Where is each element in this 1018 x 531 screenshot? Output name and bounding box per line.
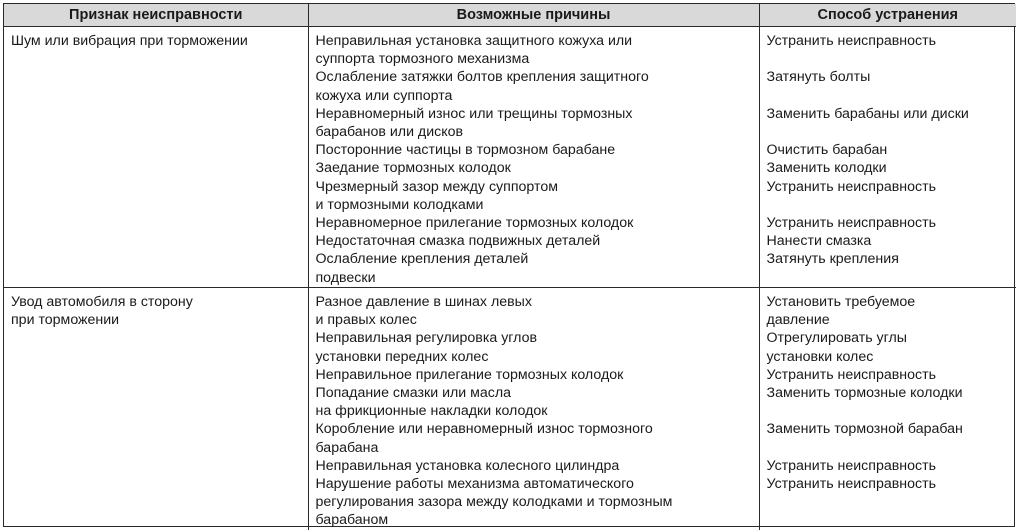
remedy-item (767, 232, 1013, 250)
remedy-text: Очистить барабан (766, 142, 888, 159)
remedy-cell (759, 27, 1016, 288)
header-causes: Возможные причины (308, 4, 759, 27)
remedy-text: Затянуть болты (766, 69, 871, 86)
table-row (4, 27, 1016, 288)
cause-text: барабаном (315, 512, 389, 529)
cause-item (316, 250, 755, 286)
cause-text: Неправильная установка защитного кожуха или (315, 33, 633, 49)
remedy-item (767, 178, 1013, 214)
table-header-row (4, 4, 1016, 27)
cause-text: суппорта тормозного механизма (315, 51, 530, 68)
causes-cell (308, 288, 759, 530)
remedy-item (767, 141, 1013, 159)
remedy-item (767, 32, 1013, 68)
cause-text: Разное давление в шинах левых (315, 294, 532, 310)
remedy-text (767, 196, 1013, 214)
cause-text: Коробление или неравномерный износ тормозного (315, 421, 653, 438)
cause-text: Заедание тормозных колодок (315, 160, 511, 177)
remedy-text (767, 269, 1013, 287)
cause-item (316, 384, 755, 420)
cause-item (316, 105, 755, 141)
cause-text: Неправильное прилегание тормозных колодок (315, 366, 624, 383)
remedy-item (767, 366, 1013, 384)
cause-item (316, 232, 755, 250)
remedy-text (767, 439, 1013, 457)
cause-text: Попадание смазки или масла (315, 385, 512, 402)
header-remedy: Способ устранения (759, 4, 1016, 27)
remedy-item (767, 293, 1013, 329)
symptom-text: при торможении (11, 312, 120, 329)
cause-text: Неправильная установка колесного цилиндра (315, 457, 620, 474)
remedy-item (767, 420, 1013, 456)
remedy-item (767, 457, 1013, 475)
cause-item (316, 420, 755, 456)
remedy-text: Затянуть крепления (766, 251, 899, 268)
cause-text: на фрикционные накладки колодок (315, 403, 548, 420)
cause-text: и тормозными колодками (315, 196, 484, 213)
cause-text: подвески (315, 269, 376, 286)
fault-table (4, 4, 1016, 530)
causes-cell (308, 27, 759, 288)
remedy-text (767, 87, 1013, 105)
cause-text: Неравномерный износ или трещины тормозных (315, 105, 633, 122)
cause-item (316, 329, 755, 365)
fault-table-frame (3, 3, 1015, 527)
remedy-item (767, 68, 1013, 104)
remedy-text: Устранить неисправность (766, 178, 936, 195)
cause-text: кожуха или суппорта (315, 87, 453, 104)
cause-item (316, 141, 755, 159)
cause-text: регулирования зазора между колодками и тормозным (315, 494, 673, 511)
remedy-text: Нанести смазка (766, 233, 872, 250)
remedy-text: Отрегулировать углы (766, 330, 907, 347)
cause-text: Ослабление затяжки болтов крепления защитного (315, 69, 649, 86)
cause-item (316, 178, 755, 214)
cause-text: Неравномерное прилегание тормозных колодок (315, 215, 634, 232)
remedy-text: Заменить тормозной барабан (766, 421, 963, 438)
remedy-text: Устранить неисправность (766, 33, 936, 49)
remedy-text: Устранить неисправность (766, 476, 936, 493)
cause-text: Посторонние частицы в тормозном барабане (315, 142, 616, 159)
cause-text: установки передних колес (315, 348, 489, 365)
cause-item (316, 475, 755, 530)
cause-text: барабана (315, 439, 379, 456)
remedy-text (767, 402, 1013, 420)
symptom-cell (4, 288, 308, 530)
cause-item (316, 32, 755, 68)
remedy-item (767, 475, 1013, 530)
remedy-text: Заменить колодки (766, 160, 887, 177)
remedy-text: Установить требуемое (766, 294, 916, 310)
remedy-text: Заменить барабаны или диски (766, 105, 969, 122)
cause-item (316, 293, 755, 329)
remedy-text (767, 493, 1013, 511)
cause-text: и правых колес (315, 312, 417, 329)
cause-item (316, 366, 755, 384)
cause-text: Неправильная регулировка углов (315, 330, 538, 347)
remedy-text: давление (766, 312, 830, 329)
remedy-item (767, 105, 1013, 141)
cause-item (316, 214, 755, 232)
remedy-text (767, 123, 1013, 141)
remedy-text: Устранить неисправность (766, 215, 936, 232)
remedy-text (767, 50, 1013, 68)
cause-item (316, 68, 755, 104)
cause-text: Нарушение работы механизма автоматического (315, 476, 634, 493)
remedy-text: Заменить тормозные колодки (766, 385, 963, 402)
remedy-text: Устранить неисправность (766, 366, 936, 383)
remedy-cell (759, 288, 1016, 530)
cause-item (316, 159, 755, 177)
symptom-text: Шум или вибрация при торможении (11, 33, 248, 49)
cause-text: барабанов или дисков (315, 124, 464, 141)
header-symptom: Признак неисправности (4, 4, 308, 27)
remedy-item (767, 214, 1013, 232)
cause-item (316, 457, 755, 475)
remedy-item (767, 329, 1013, 365)
remedy-text: установки колес (766, 348, 874, 365)
symptom-cell (4, 27, 308, 288)
remedy-text: Устранить неисправность (766, 457, 936, 474)
remedy-item (767, 250, 1013, 286)
cause-text: Ослабление крепления деталей (315, 251, 529, 268)
remedy-text (767, 511, 1013, 529)
remedy-item (767, 159, 1013, 177)
remedy-item (767, 384, 1013, 420)
cause-text: Чрезмерный зазор между суппортом (315, 178, 558, 195)
cause-text: Недостаточная смазка подвижных деталей (315, 233, 601, 250)
table-row (4, 288, 1016, 530)
symptom-text: Увод автомобиля в сторону (11, 294, 193, 310)
